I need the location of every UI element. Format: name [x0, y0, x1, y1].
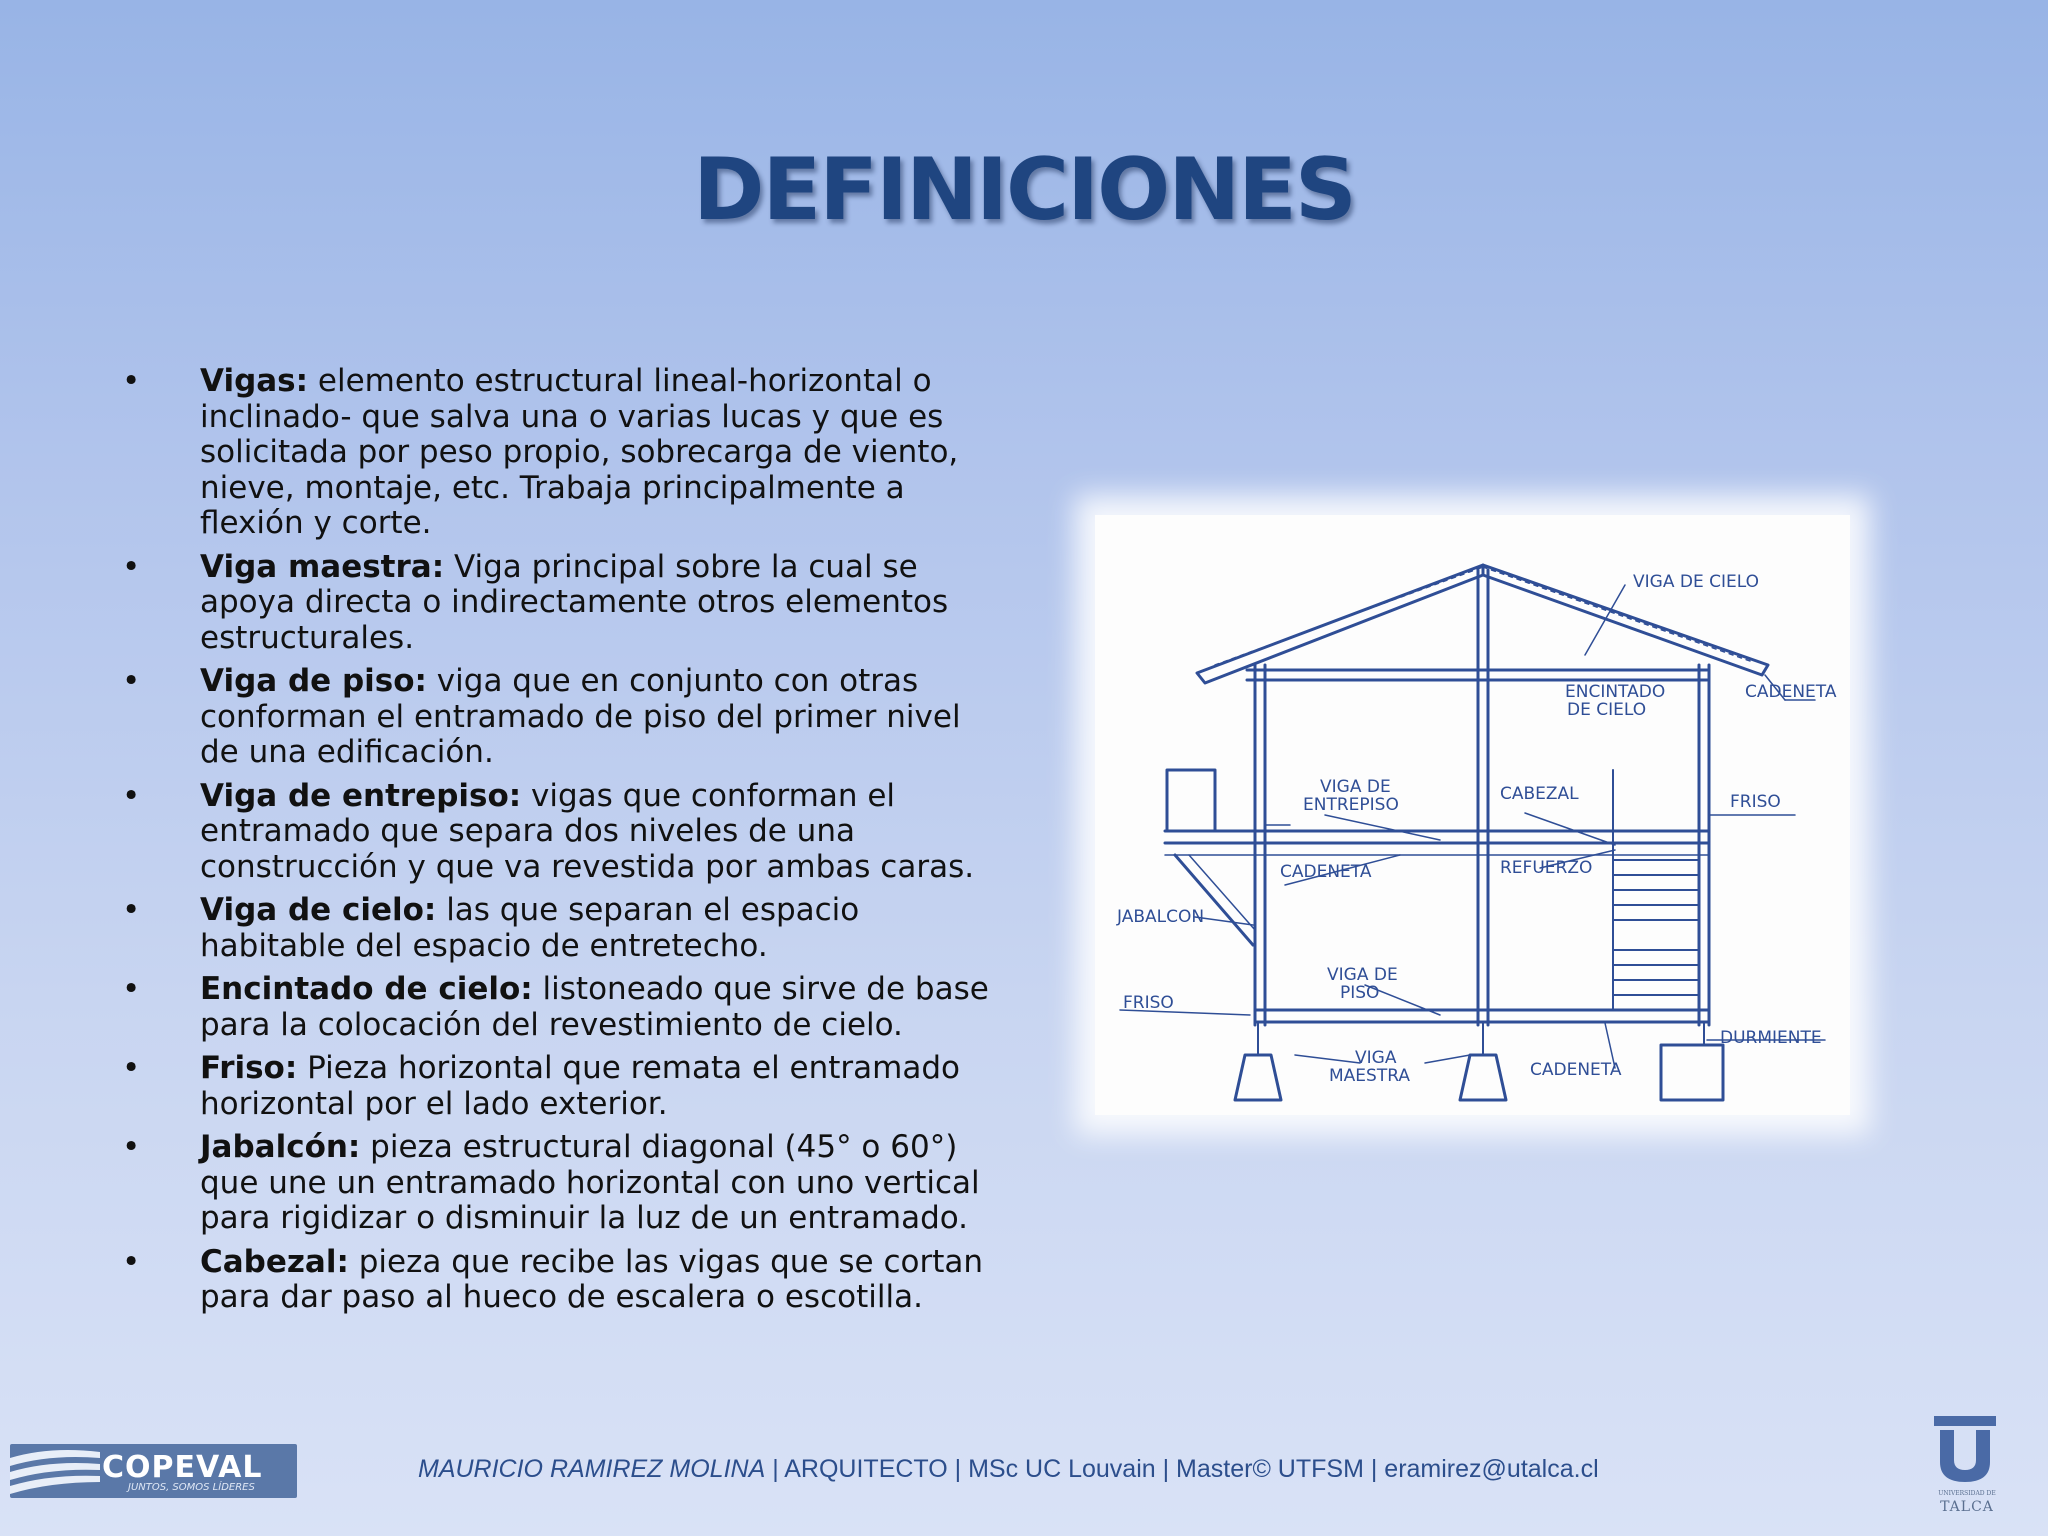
definition-item-vigas [118, 364, 1008, 542]
copeval-name: COPEVAL [102, 1450, 263, 1485]
footer-details: | ARQUITECTO | MSc UC Louvain | Master© UTFSM | eramirez@utalca.cl [765, 1455, 1599, 1483]
footer-author: MAURICIO RAMIREZ MOLINA [418, 1455, 766, 1483]
definition-term: Viga de cielo: [200, 892, 437, 928]
label-durmiente: DURMIENTE [1720, 1028, 1822, 1048]
copeval-swoosh-icon [10, 1444, 100, 1498]
label-cadeneta-top: CADENETA [1745, 682, 1837, 702]
definition-text: pieza que recibe las vigas que se cortan para dar paso al hueco de escalera o escotilla. [200, 1243, 983, 1315]
definition-item-viga-de-entrepiso [118, 779, 1008, 886]
definition-item-viga-de-cielo [118, 893, 1008, 964]
label-viga: VIGA [1355, 1048, 1397, 1068]
footer-credits [418, 1455, 1599, 1484]
definition-item-viga-de-piso [118, 664, 1008, 771]
label-cabezal: CABEZAL [1500, 784, 1579, 804]
label-viga-de-entrepiso-1: VIGA DE [1320, 777, 1391, 797]
definition-term: Viga de entrepiso: [200, 777, 522, 814]
label-de-cielo: DE CIELO [1567, 700, 1647, 720]
definition-item-cabezal [118, 1245, 1008, 1316]
talca-university-label: UNIVERSIDAD DE [1938, 1490, 1996, 1497]
definition-term: Jabalcón: [200, 1129, 361, 1165]
definition-term: Cabezal: [200, 1243, 349, 1280]
jabalcon-brace [1175, 855, 1253, 945]
label-cadeneta-mid: CADENETA [1280, 862, 1372, 882]
definition-text: Viga principal sobre la cual se apoya directa o indirectamente otros elementos estructurales. [200, 548, 949, 656]
definition-item-jabalcon [118, 1130, 1008, 1237]
definitions-list [118, 364, 1008, 1324]
definition-text: Pieza horizontal que remata el entramado horizontal por el lado exterior. [200, 1050, 960, 1122]
definition-text: las que separan el espacio habitable del espacio de entretecho. [200, 892, 860, 964]
label-cadeneta-bottom: CADENETA [1530, 1060, 1622, 1080]
definition-item-viga-maestra [118, 550, 1008, 657]
house-section-drawing [1095, 515, 1850, 1115]
label-friso-right: FRISO [1730, 792, 1781, 812]
definition-term: Friso: [200, 1050, 298, 1086]
leader-lines [1120, 585, 1825, 1068]
label-maestra: MAESTRA [1329, 1066, 1410, 1086]
definition-text: viga que en conjunto con otras conforman el entramado de piso del primer nivel de una edificación. [200, 663, 961, 770]
roof-left-slope [1197, 565, 1483, 683]
label-viga-de-piso-1: VIGA DE [1327, 965, 1398, 985]
left-footing [1235, 1055, 1281, 1100]
label-refuerzo: REFUERZO [1500, 858, 1593, 878]
stair-steps [1613, 860, 1699, 995]
definition-term: Viga de piso: [200, 663, 427, 699]
balcony-rail [1167, 770, 1215, 831]
right-footing [1661, 1045, 1723, 1100]
slide-title: DEFINICIONES [693, 140, 1355, 240]
definition-item-encintado-de-cielo [118, 972, 1008, 1043]
label-viga-de-cielo: VIGA DE CIELO [1633, 572, 1759, 592]
definition-term: Encintado de cielo: [200, 971, 533, 1007]
definition-text: listoneado que sirve de base para la colocación del revestimiento de cielo. [200, 971, 989, 1043]
copeval-logo [10, 1444, 297, 1498]
talca-shield-icon [1932, 1414, 2002, 1486]
definition-text: vigas que conforman el entramado que separa dos niveles de una construcción y que va revestida por ambas caras. [200, 777, 975, 885]
copeval-tagline: JUNTOS, SOMOS LÍDERES [128, 1482, 255, 1493]
definition-text: elemento estructural lineal-horizontal o inclinado- que salva una o varias lucas y que es solicitada por peso propio, sobrecarga de viento, nieve, montaje, etc. Trabaja principalmente a flexión y corte. [200, 363, 959, 541]
universidad-talca-logo [1932, 1414, 2002, 1524]
center-footing [1460, 1055, 1506, 1100]
definition-term: Vigas: [200, 363, 309, 399]
label-piso: PISO [1340, 983, 1380, 1003]
label-entrepiso: ENTREPISO [1303, 795, 1399, 815]
house-section-diagram [1095, 515, 1850, 1115]
label-friso-left: FRISO [1123, 993, 1174, 1013]
definition-term: Viga maestra: [200, 548, 445, 585]
talca-name: TALCA [1940, 1499, 1994, 1515]
definition-item-friso [118, 1051, 1008, 1122]
definition-text: pieza estructural diagonal (45° o 60°) que une un entramado horizontal con uno vertical para rigidizar o disminuir la luz de un entramado. [200, 1129, 980, 1236]
label-jabalcon: JABALCON [1117, 907, 1205, 927]
label-encintado: ENCINTADO [1565, 682, 1666, 702]
